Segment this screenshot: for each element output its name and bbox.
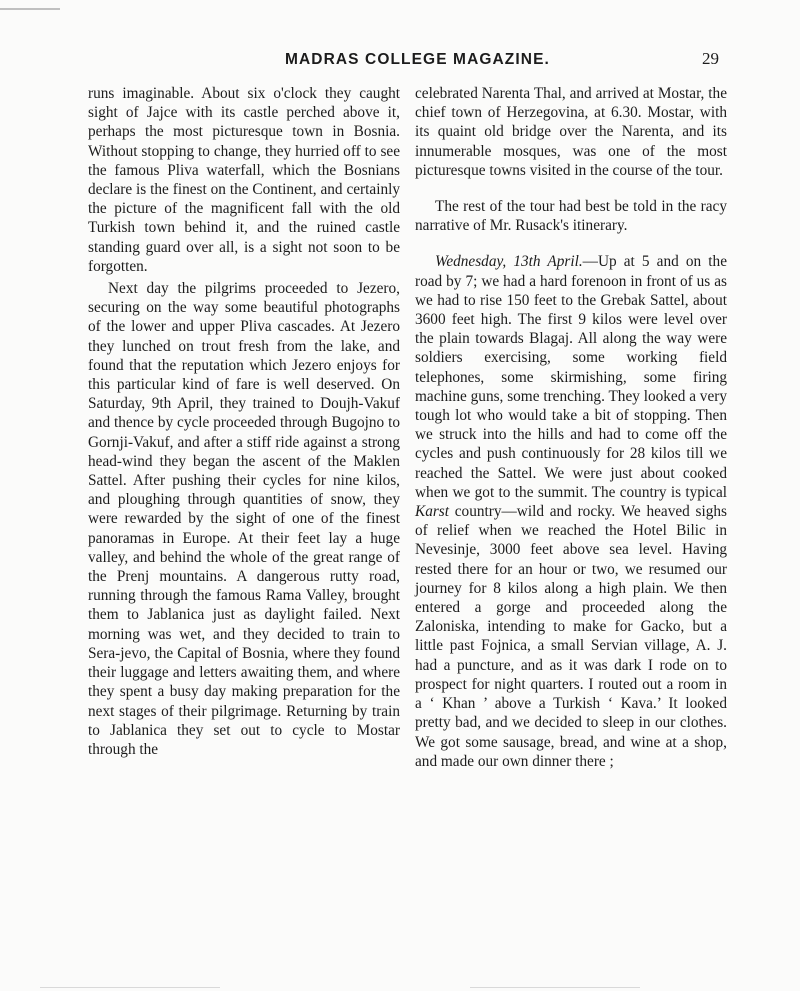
left-column: [88, 84, 400, 759]
paragraph: The rest of the tour had best be told in the racy narrative of Mr. Rusack's itinerary.: [415, 198, 727, 235]
page-number: 29: [702, 49, 719, 68]
running-head: MADRAS COLLEGE MAGAZINE.: [285, 51, 550, 68]
scan-edge-mark: [470, 987, 640, 988]
paragraph-text: —Up at 5 and on the road by 7; we had a hard forenoon in front of us as we had to rise 150 feet to the Grebak Sattel, about 3600 feet high. The first 9 kilos were level over the plain towards Blagaj. All along the way were soldiers exercising, some working field telephones, some skirmishing, some firing machine guns, some trenching. They looked a very tough lot who would take a bit of stopping. Then we struck into the hills and had to come off the cycles and push continuously for 28 kilos till we reached the Sattel. We were just about cooked when we got to the summit. The country is typical: [415, 253, 727, 501]
karst-term: Karst: [415, 503, 450, 521]
right-column: [415, 84, 727, 771]
paragraph: Next day the pilgrims proceeded to Jezero, securing on the way some beautiful photographs of the lower and upper Pliva cascades. At Jezero they lunched on trout fresh from the lake, and found that the reputation which Jezero enjoys for this particular kind of fare is well deserved. On Saturday, 9th April, they trained to Doujh-Vakuf and thence by cycle proceeded through Bugojno to Gornji-Vakuf, and after a stiff ride against a strong head-wind they began the ascent of the Maklen Sattel. After pushing their cycles for nine kilos, and ploughing through quantities of snow, they were rewarded by the sight of one of the finest panoramas in Europe. At their feet lay a huge valley, and behind the whole of the great range of the Prenj mountains. A dangerous rutty road, running through the famous Rama Valley, brought them to Jablanica just as daylight failed. Next morning was wet, and they decided to train to Sera-jevo, the Capital of Bosnia, where they found their luggage and letters awaiting them, and where they spent a busy day making preparation for the next stages of their pilgrimage. Returning by train to Jablanica they set out to cycle to Mostar through the: [88, 280, 400, 758]
paragraph-text: country—wild and rocky. We heaved sighs of relief when we reached the Hotel Bilic in Nevesinje, 3000 feet above sea level. Having rested there for an hour or two, we resumed our journey for 8 kilos along a high plain. We then entered a gorge and proceeded along the Zaloniska, intending to make for Gacko, but a little past Fojnica, a small Servian village, A. J. had a puncture, and as it was dark I rode on to prospect for night quarters. I routed out a room in a ‘ Khan ’ above a Turkish ‘ Kava.’ It looked pretty bad, and we decided to sleep in our clothes. We got some sausage, bread, and wine at a shop, and made our own dinner there ;: [415, 503, 727, 770]
scan-edge-mark: [0, 8, 60, 10]
paragraph: celebrated Narenta Thal, and arrived at Mostar, the chief town of Herzegovina, at 6.30. Mostar, with its quaint old bridge over the Narenta, and its innumerable mosques, was one of the most picturesque towns visited in the course of the tour.: [415, 85, 727, 179]
paragraph: runs imaginable. About six o'clock they caught sight of Jajce with its castle perched above it, perhaps the most picturesque town in Bosnia. Without stopping to change, they hurried off to see the famous Pliva waterfall, which the Bosnians declare is the finest on the Continent, and certainly the picture of the magnificent fall with the old Turkish town behind it, and the ruined castle standing guard over all, is a sight not soon to be forgotten.: [88, 85, 400, 275]
date-heading: Wednesday, 13th April.: [435, 253, 583, 271]
scan-edge-mark: [40, 987, 220, 988]
paragraph: [415, 252, 727, 770]
